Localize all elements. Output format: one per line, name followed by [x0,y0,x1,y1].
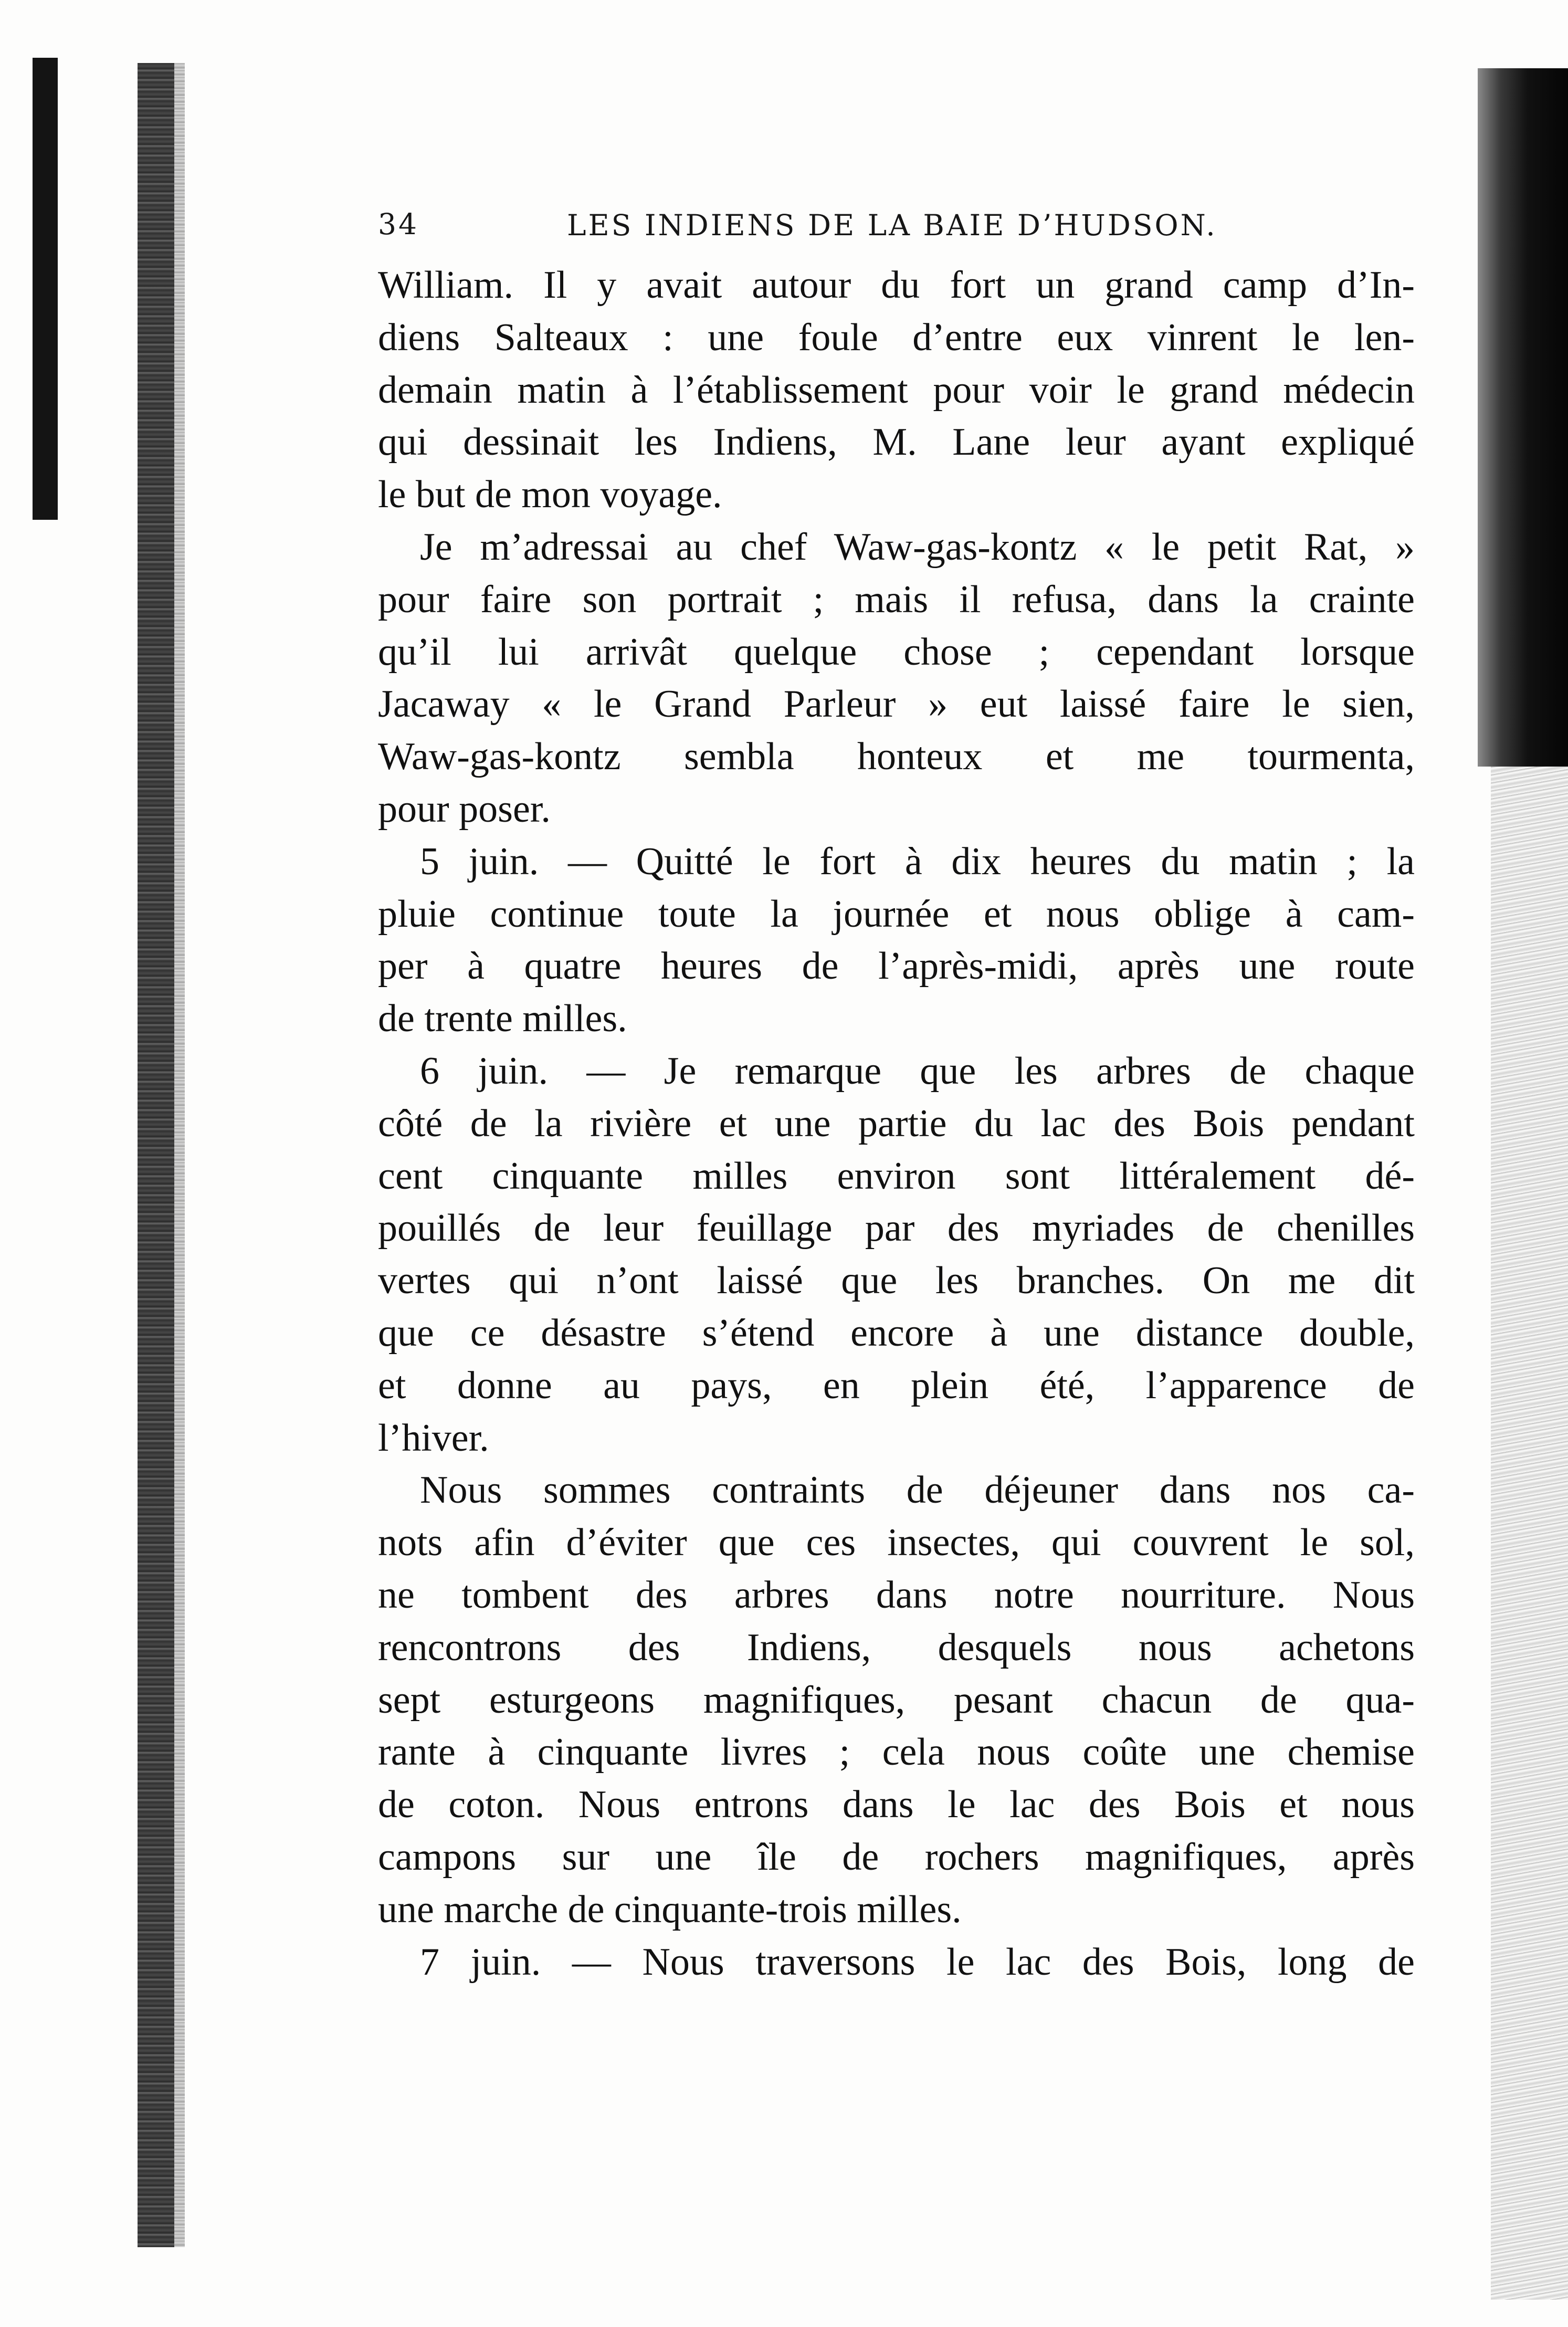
text-line: rencontrons des Indiens, desquels nous achetons [378,1626,1415,1669]
page-header [378,207,1323,255]
text-line: qui dessinait les Indiens, M. Lane leur ayant expliqué [378,421,1415,464]
text-line: l’hiver. [378,1416,489,1460]
text-line: que ce désastre s’étend encore à une distance double, [378,1311,1415,1355]
text-line: une marche de cinquante-trois milles. [378,1888,962,1931]
text-line: pluie continue toute la journée et nous oblige à cam- [378,892,1415,936]
text-line: 7 juin. — Nous traversons le lac des Bois, long de [420,1940,1415,1984]
text-line: le but de mon voyage. [378,473,722,517]
text-line: Jacaway « le Grand Parleur » eut laissé faire le sien, [378,683,1415,726]
text-line: Je m’adressai au chef Waw-gas-kontz « le petit Rat, » [420,525,1415,569]
text-line: pouillés de leur feuillage par des myriades de chenilles [378,1207,1415,1250]
text-line: 6 juin. — Je remarque que les arbres de chaque [420,1049,1415,1093]
text-line: de trente milles. [378,997,627,1041]
text-line: 5 juin. — Quitté le fort à dix heures du matin ; la [420,840,1415,883]
text-line: cent cinquante milles environ sont littéralement dé- [378,1154,1415,1198]
text-line: rante à cinquante livres ; cela nous coûte une chemise [378,1731,1415,1774]
text-line: de coton. Nous entrons dans le lac des Bois et nous [378,1783,1415,1827]
text-line: diens Salteaux : une foule d’entre eux vinrent le len- [378,316,1415,359]
running-head: LES INDIENS DE LA BAIE D’HUDSON. [567,208,1217,242]
text-line: campons sur une île de rochers magnifiques, après [378,1835,1415,1879]
text-line: pour faire son portrait ; mais il refusa, dans la crainte [378,578,1415,621]
text-line: pour poser. [378,787,551,831]
text-line: vertes qui n’ont laissé que les branches. On me dit [378,1259,1415,1303]
text-line: ne tombent des arbres dans notre nourriture. Nous [378,1573,1415,1617]
text-line: William. Il y avait autour du fort un grand camp d’In- [378,264,1415,307]
text-line: qu’il lui arrivât quelque chose ; cependant lorsque [378,630,1415,674]
page-number: 34 [378,207,419,241]
text-line: nots afin d’éviter que ces insectes, qui couvrent le sol, [378,1521,1415,1565]
binding-edge-left-light [174,63,185,2247]
binding-edge-left [138,63,174,2247]
body-text [378,259,1415,1988]
text-line: Nous sommes contraints de déjeuner dans nos ca- [420,1469,1415,1512]
text-line: Waw-gas-kontz sembla honteux et me tourmenta, [378,735,1415,779]
page-edge-shadow-right [1478,68,1568,767]
text-line: per à quatre heures de l’après-midi, après une route [378,945,1415,988]
text-line: et donne au pays, en plein été, l’apparence de [378,1364,1415,1407]
binding-shadow-left [33,58,58,520]
page-edge-noise-right [1491,767,1568,2300]
text-line: demain matin à l’établissement pour voir le grand médecin [378,368,1415,412]
text-line: sept esturgeons magnifiques, pesant chacun de qua- [378,1678,1415,1722]
text-line: côté de la rivière et une partie du lac des Bois pendant [378,1102,1415,1145]
